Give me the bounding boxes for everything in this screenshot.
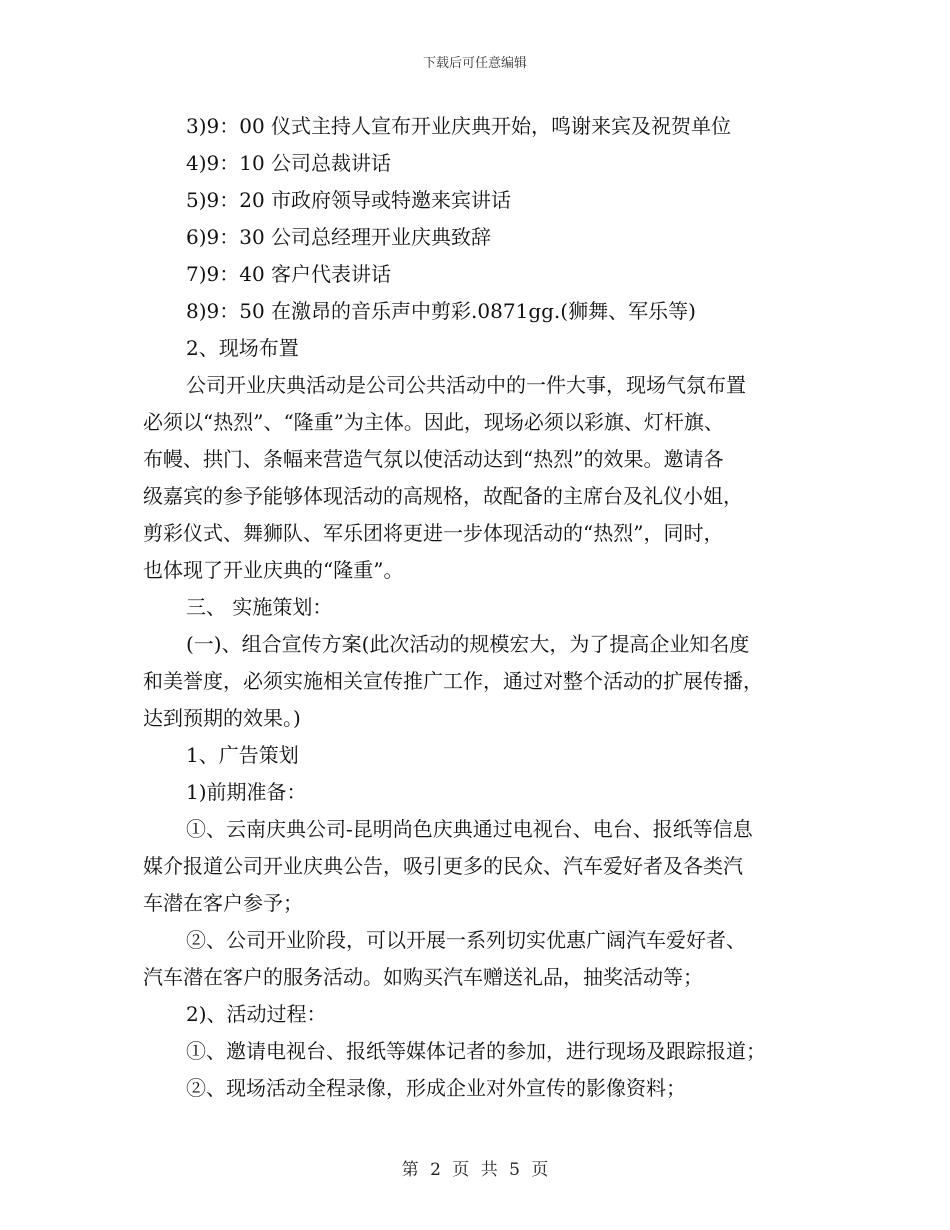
paragraph-line: ②、公司开业阶段，可以开展一系列切实优惠广阔汽车爱好者、 <box>186 928 746 952</box>
paragraph-line: ②、现场活动全程录像，形成企业对外宣传的影像资料； <box>186 1076 686 1100</box>
paragraph-line: 汽车潜在客户的服务活动。如购买汽车赠送礼品，抽奖活动等； <box>143 965 703 989</box>
schedule-item-8: 8)9：50 在激昂的音乐声中剪彩.0871gg.(狮舞、军乐等) <box>186 299 696 323</box>
schedule-item-4: 4)9：10 公司总裁讲话 <box>186 151 392 175</box>
paragraph-line: 剪彩仪式、舞狮队、军乐团将更进一步体现活动的“热烈”，同时， <box>143 521 724 545</box>
paragraph-line: 达到预期的效果。) <box>143 706 301 730</box>
paragraph-line: 车潜在客户参予； <box>143 891 303 915</box>
section-heading-implementation: 三、 实施策划： <box>186 595 333 619</box>
schedule-item-3: 3)9：00 仪式主持人宣布开业庆典开始，鸣谢来宾及祝贺单位 <box>186 114 732 138</box>
paragraph-line: 必须以“热烈”、“隆重”为主体。因此，现场必须以彩旗、灯杆旗、 <box>143 410 724 434</box>
section-heading-ad-planning: 1、广告策划 <box>186 743 299 767</box>
paragraph-line: 级嘉宾的参予能够体现活动的高规格，故配备的主席台及礼仪小姐， <box>143 484 743 508</box>
paragraph-line: ①、邀请电视台、报纸等媒体记者的参加，进行现场及跟踪报道； <box>186 1039 766 1063</box>
paragraph-line: ①、云南庆典公司-昆明尚色庆典通过电视台、电台、报纸等信息 <box>186 817 753 841</box>
page-header-note: 下载后可任意编辑 <box>422 56 527 71</box>
document-body <box>143 108 815 1107</box>
paragraph-line: 布幔、拱门、条幅来营造气氛以使活动达到“热烈”的效果。邀请各 <box>143 447 724 471</box>
schedule-item-5: 5)9：20 市政府领导或特邀来宾讲话 <box>186 188 512 212</box>
subsection-heading-preparation: 1)前期准备： <box>186 780 307 804</box>
schedule-item-7: 7)9：40 客户代表讲话 <box>186 262 392 286</box>
schedule-item-6: 6)9：30 公司总经理开业庆典致辞 <box>186 225 492 249</box>
paragraph-line: 和美誉度，必须实施相关宣传推广工作，通过对整个活动的扩展传播， <box>143 669 763 693</box>
paragraph-line: 媒介报道公司开业庆典公告，吸引更多的民众、汽车爱好者及各类汽 <box>143 854 743 878</box>
paragraph-line: (一)、组合宣传方案(此次活动的规模宏大，为了提高企业知名度 <box>186 632 750 656</box>
paragraph-line: 也体现了开业庆典的“隆重”。 <box>143 558 404 582</box>
section-heading-site-layout: 2、现场布置 <box>186 336 299 360</box>
subsection-heading-process: 2)、活动过程： <box>186 1002 327 1026</box>
page-number-footer: 第 2 页 共 5 页 <box>401 1160 549 1180</box>
paragraph-line: 公司开业庆典活动是公司公共活动中的一件大事，现场气氛布置 <box>186 373 746 397</box>
